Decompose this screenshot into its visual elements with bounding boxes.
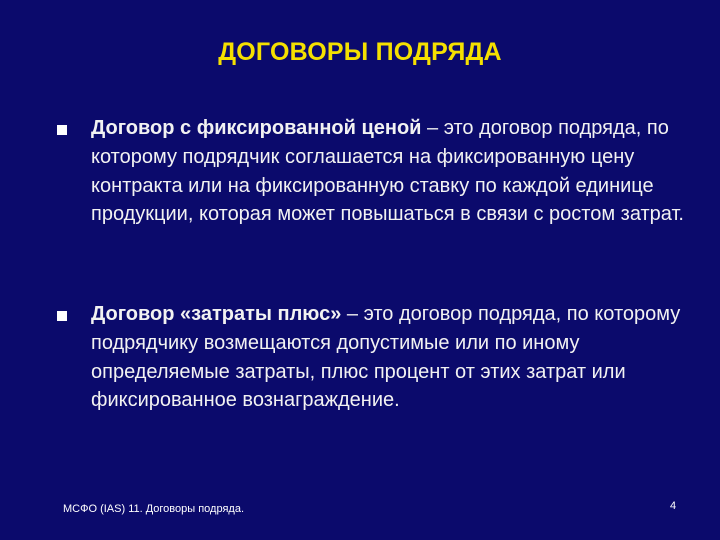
slide-title: ДОГОВОРЫ ПОДРЯДА [218,38,502,66]
definition-fixed-price: – это договор подряда, по которому подрядчик соглашается на фиксированную цену контракта или на фиксированную ставку по каждой единице продукции, которая может повышаться в связи с ростом затрат. [91,117,684,226]
page-number: 4 [670,500,677,512]
list-item-fixed-price [91,114,691,229]
slide-footer: МСФО (IAS) 11. Договоры подряда. [63,503,245,515]
definition-cost-plus: – это договор подряда, по которому подрядчику возмещаются допустимые или по иному определяемые затраты, плюс процент от этих затрат или фиксированное вознаграждение. [91,303,681,412]
term-fixed-price: Договор с фиксированной ценой [91,117,422,139]
term-cost-plus: Договор «затраты плюс» [91,303,342,325]
square-bullet-icon [57,125,67,135]
list-item-cost-plus [91,300,691,415]
square-bullet-icon [57,311,67,321]
